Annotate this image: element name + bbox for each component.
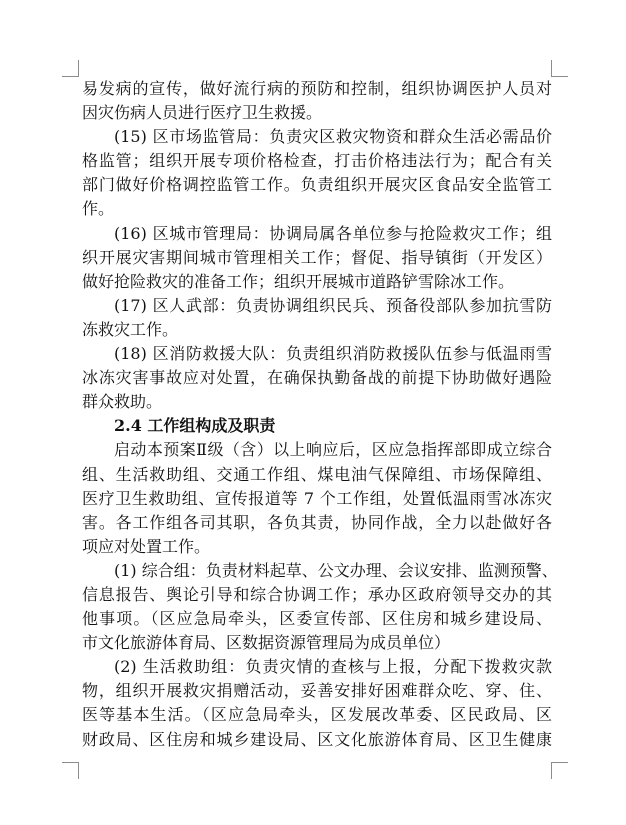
text-line: 信息报告、舆论引导和综合协调工作；承办区政府领导交办的其 bbox=[82, 584, 552, 604]
text-line: 财政局、区住房和城乡建设局、区文化旅游体育局、区卫生健康 bbox=[82, 729, 552, 749]
text-line: (17) 区人武部：负责协调组织民兵、预备役部队参加抗雪防 bbox=[114, 295, 552, 315]
text-line: 群众救助。 bbox=[82, 392, 163, 412]
text-line: 医疗卫生救助组、宣传报道等 7 个工作组，处置低温雨雪冰冻灾 bbox=[82, 488, 552, 508]
text-line: 他事项。（区应急局牵头，区委宣传部、区住房和城乡建设局、 bbox=[82, 609, 552, 629]
crop-mark-bottom-right bbox=[551, 762, 568, 779]
text-line: 部门做好价格调控监管工作。负责组织开展灾区食品安全监管工 bbox=[82, 175, 552, 195]
text-line: 因灾伤病人员进行医疗卫生救援。 bbox=[82, 103, 323, 123]
text-line: 市文化旅游体育局、区数据资源管理局为成员单位） bbox=[82, 633, 451, 653]
text-line: 冰冻灾害事故应对处置，在确保执勤备战的前提下协助做好遇险 bbox=[82, 368, 552, 388]
text-line: 织开展灾害期间城市管理相关工作；督促、指导镇街（开发区） bbox=[82, 247, 552, 267]
responsibilities-list bbox=[82, 77, 552, 414]
text-line: 物，组织开展救灾捐赠活动，妥善安排好困难群众吃、穿、住、 bbox=[82, 681, 552, 701]
text-line: 组、生活救助组、交通工作组、煤电油气保障组、市场保障组、 bbox=[82, 464, 552, 484]
text-line: (18) 区消防救援大队：负责组织消防救援队伍参与低温雨雪 bbox=[114, 344, 552, 364]
crop-mark-top-left bbox=[62, 60, 79, 77]
document-body bbox=[82, 77, 558, 752]
text-line: 启动本预案Ⅱ级（含）以上响应后，区应急指挥部即成立综合 bbox=[114, 440, 552, 460]
text-line: (2) 生活救助组：负责灾情的查核与上报，分配下拨救灾款 bbox=[114, 657, 552, 677]
text-line: 做好抢险救灾的准备工作；组织开展城市道路铲雪除冰工作。 bbox=[82, 271, 515, 291]
text-line: 项应对处置工作。 bbox=[82, 536, 211, 556]
text-line: 医等基本生活。（区应急局牵头，区发展改革委、区民政局、区 bbox=[82, 705, 552, 725]
text-line: 作。 bbox=[82, 199, 115, 219]
section-heading: 2.4 工作组构成及职责 bbox=[114, 416, 276, 436]
text-line: (16) 区城市管理局：协调局属各单位参与抢险救灾工作；组 bbox=[114, 223, 552, 243]
text-line: 冻救灾工作。 bbox=[82, 319, 179, 339]
text-line: (1) 综合组：负责材料起草、公文办理、会议安排、监测预警、 bbox=[114, 560, 558, 580]
text-line: 易发病的宣传，做好流行病的预防和控制，组织协调医护人员对 bbox=[82, 79, 552, 98]
text-line: (15) 区市场监管局：负责灾区救灾物资和群众生活必需品价 bbox=[114, 127, 552, 147]
crop-mark-bottom-left bbox=[62, 762, 79, 779]
working-groups-section bbox=[82, 438, 558, 751]
text-line: 格监管；组织开展专项价格检查，打击价格违法行为；配合有关 bbox=[82, 151, 552, 171]
crop-mark-top-right bbox=[551, 60, 568, 77]
text-line: 害。各工作组各司其职，各负其责，协同作战，全力以赴做好各 bbox=[82, 512, 552, 532]
